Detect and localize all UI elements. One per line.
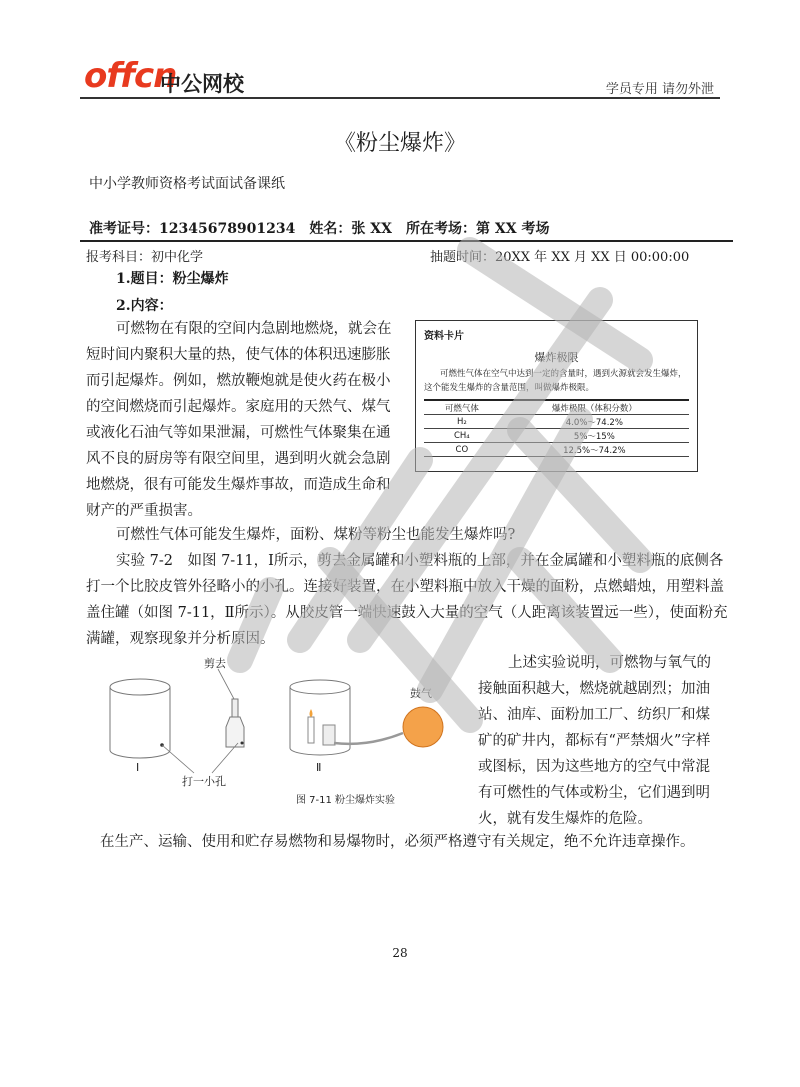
label-hole: 打一小孔: [182, 775, 226, 788]
intro-line: 而引起爆炸。例如，燃放鞭炮就是使火药在极小: [86, 373, 391, 389]
question-paragraph: [86, 522, 726, 548]
conclusion-line: 站、油库、面粉加工厂、纺织厂和煤: [478, 707, 710, 723]
label-cut: 剪去: [204, 657, 226, 670]
intro-line: 的空间燃烧而引起爆炸。家庭用的天然气、煤气: [86, 399, 391, 415]
subtitle: 中小学教师资格考试面试备课纸: [89, 176, 285, 192]
header-divider: [80, 97, 720, 99]
conclusion-line: 接触面积越大，燃烧就越剧烈；加油: [478, 681, 710, 697]
experiment-line: 盖住罐（如图 7-11，Ⅱ所示）。从胶皮管一端快速鼓入大量的空气（人距离该装置远一些），使面粉充: [86, 605, 728, 621]
brand-logo-cn: 中公网校: [160, 72, 244, 96]
table-header: 可燃气体: [424, 400, 500, 415]
table-row: [424, 429, 689, 443]
card-label: 资料卡片: [424, 331, 464, 342]
table-header: 爆炸极限（体积分数）: [500, 400, 689, 415]
intro-line: 短时间内聚积大量的热，使气体的体积迅速膨胀: [86, 347, 391, 363]
conclusion-line: 上述实验说明，可燃物与氧气的: [508, 655, 711, 671]
intro-line: 风不良的厨房等有限空间里，遇到明火就会急剧: [86, 451, 391, 467]
table-header-row: [424, 400, 689, 415]
question-line: 可燃性气体可能发生爆炸，面粉、煤粉等粉尘也能发生爆炸吗?: [116, 527, 516, 543]
intro-line: 地燃烧，很有可能发生爆炸事故，而造成生命和: [86, 477, 391, 493]
conclusion-line: 火，就有发生爆炸的危险。: [478, 811, 652, 827]
page-title: 《粉尘爆炸》: [333, 131, 466, 156]
label-one: Ⅰ: [136, 761, 140, 774]
conclusion-line: 有可燃性的气体或粉尘，它们遇到明: [478, 785, 710, 801]
table-cell: 12.5%～74.2%: [500, 443, 689, 457]
label-pump: 鼓气: [410, 687, 432, 700]
experiment-figure: [98, 655, 463, 813]
card-description: 可燃性气体在空气中达到一定的含量时，遇到火源就会发生爆炸，这个能发生爆炸的含量范围，叫做爆炸极限。: [424, 369, 687, 393]
exam-info: 准考证号：12345678901234 姓名：张 XX 所在考场：第 XX 考场: [89, 221, 550, 237]
section-content: 2.内容：: [116, 298, 173, 314]
final-line: 在生产、运输、使用和贮存易燃物和易爆物时，必须严格遵守有关规定，绝不允许违章操作。: [100, 834, 695, 850]
table-cell: H₂: [424, 415, 500, 429]
page-number: 28: [392, 946, 408, 960]
conclusion-paragraph: [478, 650, 736, 832]
exam-divider: [80, 240, 733, 242]
conclusion-line: 或图标，因为这些地方的空气中常混: [478, 759, 710, 775]
subject: 报考科目：初中化学: [86, 250, 204, 265]
table-row: [424, 443, 689, 457]
draw-time: 抽题时间：20XX 年 XX 月 XX 日 00:00:00: [430, 250, 690, 265]
final-paragraph: [86, 829, 731, 855]
intro-line: 可燃物在有限的空间内急剧地燃烧，就会在: [116, 321, 392, 337]
experiment-line: 实验 7-2 如图 7-11，Ⅰ所示，剪去金属罐和小塑料瓶的上部，并在金属罐和小塑料瓶的底侧各: [116, 553, 724, 569]
card-title: 爆炸极限: [534, 351, 579, 364]
header-note: 学员专用 请勿外泄: [605, 82, 714, 97]
table-cell: 5%～15%: [500, 429, 689, 443]
metal-can-one: [110, 679, 170, 758]
explosion-limit-table: [424, 399, 689, 457]
figure-caption: 图 7-11 粉尘爆炸实验: [296, 795, 396, 806]
info-card: [415, 320, 698, 472]
rubber-hose: [334, 733, 403, 744]
experiment-line: 打一个比胶皮管外径略小的小孔。连接好装置，在小塑料瓶中放入干燥的面粉，点燃蜡烛，用塑料盖: [86, 579, 724, 595]
conclusion-line: 矿的矿井内，都标有“严禁烟火”字样: [478, 733, 711, 749]
intro-line: 或液化石油气等如果泄漏，可燃性气体聚集在通: [86, 425, 391, 441]
intro-line: 财产的严重损害。: [86, 503, 202, 519]
air-bulb: [403, 707, 443, 747]
brand-logo-latin: offcn: [84, 56, 177, 96]
table-cell: 4.0%～74.2%: [500, 415, 689, 429]
intro-paragraph: [86, 316, 401, 524]
section-topic-text: 1.题目：粉尘爆炸: [116, 271, 229, 287]
table-cell: CH₄: [424, 429, 500, 443]
experiment-line: 满罐，观察现象并分析原因。: [86, 631, 275, 647]
table-cell: CO: [424, 443, 500, 457]
table-row: [424, 415, 689, 429]
label-two: Ⅱ: [316, 761, 322, 774]
small-bottle: [226, 699, 244, 747]
experiment-paragraph: [86, 548, 731, 652]
section-topic: [116, 268, 229, 288]
